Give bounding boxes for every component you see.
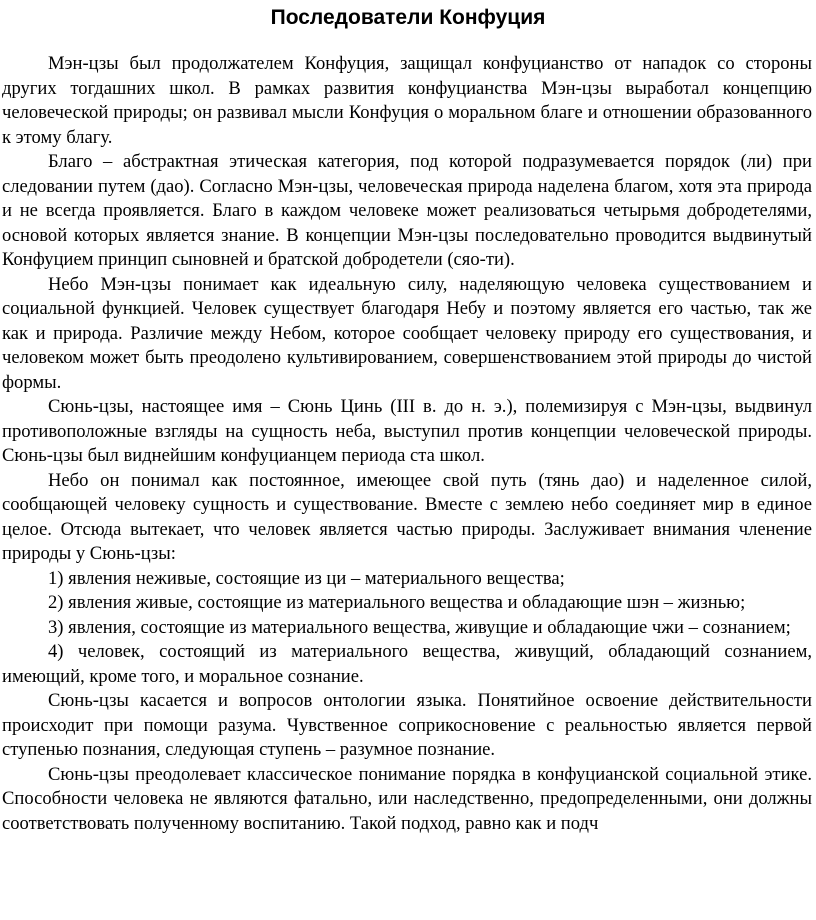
list-item: 1) явления неживые, состоящие из ци – материального вещества; bbox=[48, 567, 565, 589]
list-item: 2) явления живые, состоящие из материального вещества и обладающие шэн – жизнью; bbox=[48, 592, 746, 613]
list-item: 4) человек, состоящий из материального вещества, живущий, обладающий сознанием, имеющий, кроме того, и моральное сознание. bbox=[2, 641, 812, 687]
paragraph: Сюнь-цзы касается и вопросов онтологии языка. Понятийное освоение действительности происходит при помощи разума. Чувственное соприкосновение с реальностью является первой ступенью познания, следующая ступень – разумное познание. bbox=[2, 690, 812, 760]
paragraph: Сюнь-цзы преодолевает классическое понимание порядка в конфуцианской социальной этике. Способности человека не являются фатально, или наследственно, предопределенными, они должны соответствовать полученному воспитанию. Такой подход, равно как и подч bbox=[2, 763, 812, 834]
paragraph: Мэн-цзы был продолжателем Конфуция, защищал конфуцианство от нападок со стороны других тогдашних школ. В рамках развития конфуцианства Мэн-цзы выработал концепцию человеческой природы; он развивал мысли Конфуция о моральном благе и отношении образованного к этому благу. bbox=[2, 53, 812, 148]
document-body bbox=[2, 52, 812, 836]
list-item: 3) явления, состоящие из материального вещества, живущие и обладающие чжи – сознанием; bbox=[48, 616, 791, 638]
paragraph: Благо – абстрактная этическая категория, под которой подразумевается порядок (ли) при следовании путем (дао). Согласно Мэн-цзы, человеческая природа наделена благом, хотя эта природа и не всегда проявляется. Благо в каждом человеке может реализоваться четырьмя добродетелями, основой которых является знание. В концепции Мэн-цзы последовательно проводится выдвинутый Конфуцием принцип сыновней и братской добродетели (сяо-ти). bbox=[2, 151, 812, 270]
paragraph: Небо Мэн-цзы понимает как идеальную силу, наделяющую человека существованием и социальной функцией. Человек существует благодаря Небу и поэтому является его частью, так же как и природа. Различие между Небом, которое сообщает человеку природу его существования, и человеком может быть преодолено культивированием, совершенствованием этой природы до чистой формы. bbox=[2, 273, 812, 393]
paragraph: Сюнь-цзы, настоящее имя – Сюнь Цинь (III в. до н. э.), полемизируя с Мэн-цзы, выдвинул противоположные взгляды на сущность неба, выступил против концепции человеческой природы. Сюнь-цзы был виднейшим конфуцианцем периода ста школ. bbox=[2, 396, 812, 466]
paragraph: Небо он понимал как постоянное, имеющее свой путь (тянь дао) и наделенное силой, сообщающей человеку сущность и существование. Вместе с землею небо соединяет мир в единое целое. Отсюда вытекает, что человек является частью природы. Заслуживает внимания членение природы у Сюнь-цзы: bbox=[2, 469, 812, 564]
page-title: Последователи Конфуция bbox=[270, 6, 546, 29]
